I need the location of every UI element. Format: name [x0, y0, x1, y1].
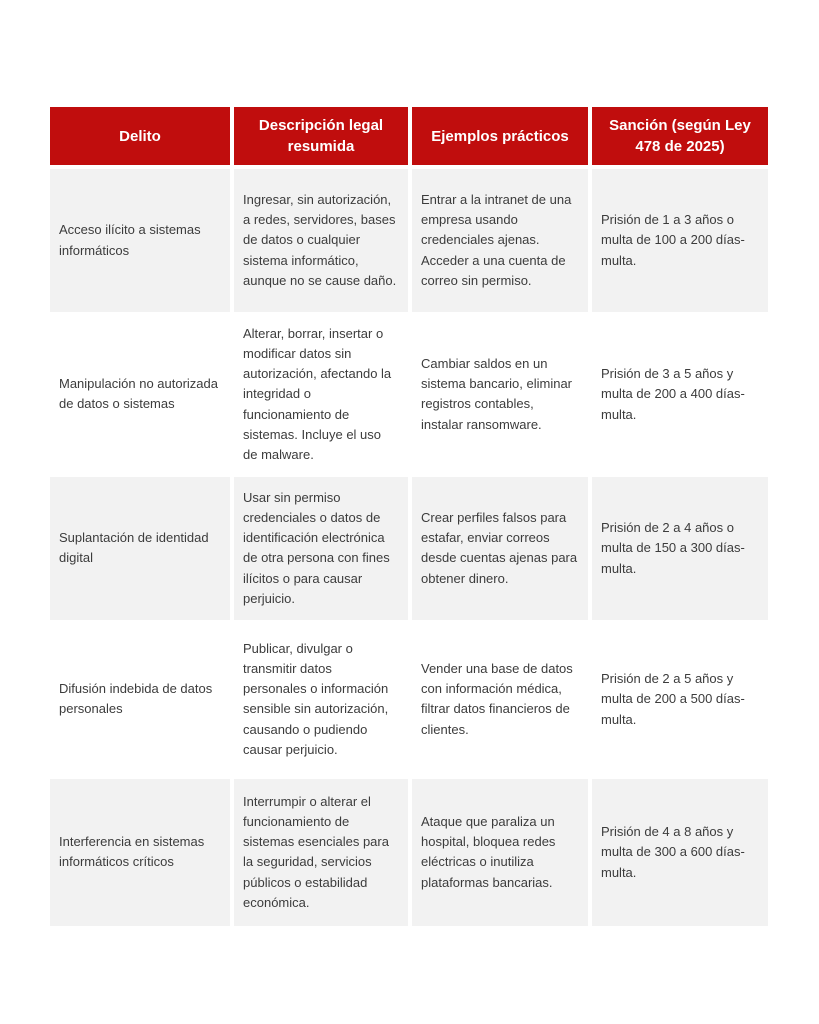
- table-row-acceso-ilicito: [50, 169, 768, 312]
- column-header-sancion: Sanción (según Ley 478 de 2025): [592, 107, 768, 165]
- cell-ejemplos: Ataque que paraliza un hospital, bloquea redes eléctricas o inutiliza plataformas bancarias.: [412, 779, 588, 926]
- table-row-manipulacion-datos: [50, 316, 768, 473]
- table-row-suplantacion-identidad: [50, 477, 768, 620]
- cell-descripcion: Publicar, divulgar o transmitir datos personales o información sensible sin autorización, causando o pudiendo causar perjuicio.: [234, 624, 408, 775]
- cell-descripcion: Interrumpir o alterar el funcionamiento de sistemas esenciales para la seguridad, servicios públicos o estabilidad económica.: [234, 779, 408, 926]
- cell-ejemplos: Vender una base de datos con información médica, filtrar datos financieros de clientes.: [412, 624, 588, 775]
- cell-delito: Interferencia en sistemas informáticos críticos: [50, 779, 230, 926]
- column-header-ejemplos-practicos: Ejemplos prácticos: [412, 107, 588, 165]
- cell-delito: Acceso ilícito a sistemas informáticos: [50, 169, 230, 312]
- cell-sancion: Prisión de 3 a 5 años y multa de 200 a 400 días-multa.: [592, 316, 768, 473]
- column-header-descripcion-legal: Descripción legal resumida: [234, 107, 408, 165]
- cybercrime-table: [50, 107, 768, 926]
- cell-sancion: Prisión de 2 a 4 años o multa de 150 a 300 días-multa.: [592, 477, 768, 620]
- column-header-delito: Delito: [50, 107, 230, 165]
- cell-sancion: Prisión de 1 a 3 años o multa de 100 a 200 días-multa.: [592, 169, 768, 312]
- cell-sancion: Prisión de 4 a 8 años y multa de 300 a 600 días-multa.: [592, 779, 768, 926]
- cell-ejemplos: Entrar a la intranet de una empresa usando credenciales ajenas. Acceder a una cuenta de correo sin permiso.: [412, 169, 588, 312]
- cell-descripcion: Ingresar, sin autorización, a redes, servidores, bases de datos o cualquier sistema informático, aunque no se cause daño.: [234, 169, 408, 312]
- cell-sancion: Prisión de 2 a 5 años y multa de 200 a 500 días-multa.: [592, 624, 768, 775]
- cell-descripcion: Usar sin permiso credenciales o datos de identificación electrónica de otra persona con fines ilícitos o para causar perjuicio.: [234, 477, 408, 620]
- table-row-difusion-datos: [50, 624, 768, 775]
- cell-delito: Manipulación no autorizada de datos o sistemas: [50, 316, 230, 473]
- cell-ejemplos: Crear perfiles falsos para estafar, enviar correos desde cuentas ajenas para obtener dinero.: [412, 477, 588, 620]
- table-row-interferencia-sistemas: [50, 779, 768, 926]
- cell-descripcion: Alterar, borrar, insertar o modificar datos sin autorización, afectando la integridad o funcionamiento de sistemas. Incluye el uso de malware.: [234, 316, 408, 473]
- table-header-row: [50, 107, 768, 165]
- cell-delito: Suplantación de identidad digital: [50, 477, 230, 620]
- cell-ejemplos: Cambiar saldos en un sistema bancario, eliminar registros contables, instalar ransomware.: [412, 316, 588, 473]
- cell-delito: Difusión indebida de datos personales: [50, 624, 230, 775]
